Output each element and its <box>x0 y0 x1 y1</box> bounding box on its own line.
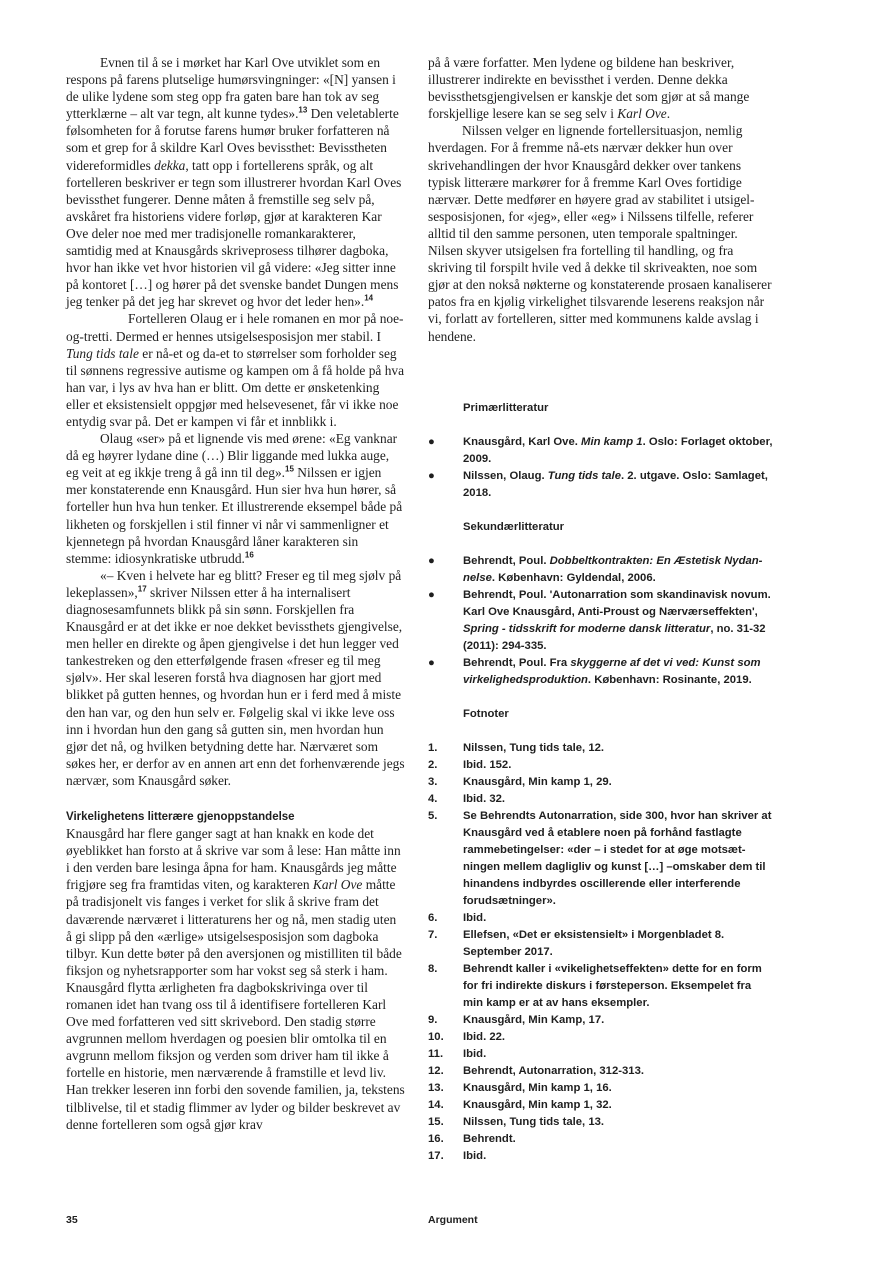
footnote-ref-14[interactable]: 14 <box>364 293 374 303</box>
footnote-number: 13. <box>428 1082 444 1094</box>
paragraph-3: Olaug «ser» på et lignende vis med ørene: «Eg vanknar då eg høyrer lydane dine (…) Blir liggande med lukka auge, eg veit at eg ikkje treng å gå inn til deg».$^{15}$ Nilssen er igjen mer konstaterende enn Knausgård. Hun sier hva hun hører, så forteller hun hva hun tenker. Et illustrerende eksempel både på likheten og forskjellen i stil finner vi når vi sammenligner et kjennetegn på hvordan Knausgård låner karakteren sin stemme: idiosynkratiske utbrudd.$^{16}$ <box>66 431 403 566</box>
footnote-item <box>428 1012 773 1029</box>
footnote-text: Ellefsen, «Det er eksistensielt» i Morgenbladet 8. September 2017. <box>463 929 725 958</box>
footnote-number: 5. <box>428 810 438 822</box>
list-item: ● Behrendt, Poul. Fra skyggerne af det vi ved: Kunst som virkelighedsproduktion. København: Rosinante, 2019. <box>428 657 761 686</box>
footnote-number: 2. <box>428 759 438 771</box>
footnote-item <box>428 1046 773 1063</box>
footnote-item <box>428 808 773 910</box>
footnote-item <box>428 1080 773 1097</box>
left-column <box>66 54 405 1133</box>
footnote-ref-16[interactable]: 16 <box>244 550 254 560</box>
paragraph-4: «– Kven i helvete har eg blitt? Freser eg til meg sjølv på lekeplassen»,$^{17}$ skriver Nilssen etter å ha internalisert diagnosesamfunnets blikk på sin sønn. Forskjellen fra Knausgård er at det ikke er noe dekket bevissthets gjengivelse, men heller en direkte og åpen gjengivelse i det hun legger ved tankestreken og den etterfølgende frasen «freser eg til meg sjølv». Her skal leseren forstå hva diagnosen har gjort med blikket på gutten hennes, og hvordan hun er i ferd med å miste den han var, og den hun selv er. Følgelig skal vi ikke leve oss inn i hvordan hun den gang så gutten sin, men hvordan hun gjør det nå, og hvilken betydning dette har. Nærværet som søkes her, er derfor av en annen art enn det forhenværende jegs nærvær, som Knausgård søker. <box>66 567 405 788</box>
primary-literature-heading: Primærlitteratur <box>463 402 549 414</box>
journal-name: Argument <box>428 1214 478 1226</box>
footnote-ref-13[interactable]: 13 <box>298 105 308 115</box>
footnote-item <box>428 1063 773 1080</box>
footnote-text: Nilssen, Tung tids tale, 13. <box>463 1116 605 1128</box>
paragraph-6: på å være forfatter. Men lydene og bildene han beskriver, illustrerer indirekte en bevissthet i verden. Denne dekka bevissthetsgjengivelsen er kanskje det som gjør at så mange forskjellige lesere kan se seg selv i Karl Ove. <box>428 55 750 122</box>
footnote-number: 14. <box>428 1099 444 1111</box>
footnote-text: Knausgård, Min kamp 1, 16. <box>463 1082 612 1094</box>
section-heading: Virkelighetens litterære gjenoppstandelse <box>66 811 295 824</box>
footnote-ref-15[interactable]: 15 <box>285 464 294 474</box>
footnote-item <box>428 1029 773 1046</box>
footnote-text: Behrendt. <box>463 1133 516 1145</box>
footnote-number: 11. <box>428 1048 444 1060</box>
footnote-text: Knausgård, Min Kamp, 17. <box>463 1014 605 1026</box>
footnote-item <box>428 910 773 927</box>
bullet-icon: ● <box>428 555 435 567</box>
footnote-number: 4. <box>428 793 438 805</box>
list-item: ● Behrendt, Poul. Dobbeltkontrakten: En Æstetisk Nydannelse. København: Gyldendal, 2006. <box>428 555 763 584</box>
list-item: ● Behrendt, Poul. 'Autonarration som skandinavisk novum. Karl Ove Knausgård, Anti-Proust og Nærværseffekten', Spring - tidsskrift for moderne dansk litteratur, no. 31-32 (2011): 294-335. <box>428 589 771 652</box>
footnote-text: Ibid. 152. <box>463 759 512 771</box>
footnote-item <box>428 1114 773 1131</box>
footnote-item <box>428 791 773 808</box>
footnote-text: Knausgård, Min kamp 1, 32. <box>463 1099 612 1111</box>
footnote-number: 1. <box>428 742 438 754</box>
footnote-number: 9. <box>428 1014 438 1026</box>
bullet-icon: ● <box>428 589 435 601</box>
footnote-text: Ibid. <box>463 1048 487 1060</box>
right-column <box>428 54 773 345</box>
footnote-text: Ibid. 22. <box>463 1031 506 1043</box>
footnote-text: Behrendt, Autonarration, 312-313. <box>463 1065 644 1077</box>
footnote-ref-17[interactable]: 17 <box>137 584 147 594</box>
page-number: 35 <box>66 1214 78 1226</box>
footnote-item <box>428 740 773 757</box>
footnote-item <box>428 961 773 1012</box>
list-item: ● Nilssen, Olaug. Tung tids tale. 2. utgave. Oslo: Samlaget, 2018. <box>428 470 768 499</box>
footnotes-list <box>428 740 773 1165</box>
paragraph-2: Fortelleren Olaug er i hele romanen en mor på noe-og-tretti. Dermed er hennes utsigelsesposisjon mer stabil. I Tung tids tale er nå-et og da-et to størrelser som forholder seg til sønnens regressive autisme og kampen om å få holde på hva han var, i lys av hva han er blitt. Om dette er ønsketenking eller et eksistensielt oppgjør med helsevesenet, får vi ikke noe entydig svar på. Det er kampen vi får et innblikk i. <box>66 311 405 429</box>
footnote-text: Se Behrendts Autonarration, side 300, hvor han skriver at Knausgård ved å etablere noen på forhånd fastlagte rammebetingelser: «der – i stedet for at øge motsætningen mellem dagligliv og kunst […] –omskaber dem til hinandens indbyrdes oscillerende eller interferende forudsætninger». <box>463 810 772 907</box>
paragraph-5: Knausgård har flere ganger sagt at han knakk en kode det øyeblikket han forsto at å skrive var som å lese: Han måtte inn i den verden bare lesinga åpna for ham. Knausgårds jeg måtte frigjøre seg fra framtidas viten, og karakteren Karl Ove måtte på tradisjonelt vis fanges i verket for slik å skrive fram det daværende nærværet i litteraturens her og nå, men stadig uten å gi slipp på den «ærlige» utsigelsesposisjon som dagboka tilbyr. Kun dette bøter på den aversjonen og mistilliten til både fiksjon og nyhetsrapporter som har vokst seg så sterk i ham. Knausgård flytta ærligheten fra dagbokskrivinga over til romanen idet han tvang oss til å identifisere fortelleren Karl Ove med forfatteren ved sitt skrivebord. Den stadig større avgrunnen mellom hverdagen og poesien blir omtolka til en avgrunn mellom fiksjon og verden som driver ham til ikke å fortelle en historie, men nærværende å framstille et levd liv. Han trekker leseren inn forbi den sovende familien, ja, tekstens tilblivelse, til et stadig flimmer av lyder og bilder beskrevet av denne fortelleren som også gjør krav <box>66 826 405 1132</box>
footnote-item <box>428 1131 773 1148</box>
footnote-number: 6. <box>428 912 438 924</box>
footnote-text: Ibid. <box>463 912 487 924</box>
footnote-item <box>428 1148 773 1165</box>
bullet-icon: ● <box>428 657 435 669</box>
paragraph-7: Nilssen velger en lignende fortellersituasjon, nemlig hverdagen. For å fremme nå-ets nærvær dekker hun over skrivehandlingen der hvor Knausgård dekker over tankens typisk litterære markører for å fremme Karl Oves fortidige nærvær. Dette medfører en høyere grad av stabilitet i utsigelsesposisjonen, for «jeg», eller «eg» i Nilssens tilfelle, referer alltid til den samme personen, uten temporale spaltninger. Nilsen skyver utsigelsen fra fortelling til handling, og fra skriving til forspilt hvile ved å dekke til skriveakten, noe som gjør at den nokså nøkterne og konstaterende prosaen kanaliserer patos fra en kjølig virkelighet tilsvarende leserens reaksjon når vi, forlatt av fortelleren, sitter med kommunens kalde avslag i hendene. <box>428 123 772 344</box>
footnote-text: Knausgård, Min kamp 1, 29. <box>463 776 612 788</box>
footnote-number: 10. <box>428 1031 444 1043</box>
paragraph-1: Evnen til å se i mørket har Karl Ove utviklet som en respons på farens plutselige humørsvingninger: «[N] yansen i de ulike lydene som steg opp fra gaten bare han tok av seg ytterklærne – alt var tegn, alt kunne tydes».$^{13}$ Den veletablerte følsomheten for å forutse farens humør bruker forfatteren nå som et grep for å skildre Karl Oves bevissthet: Bevisstheten videreformidles dekka, tatt opp i fortellerens språk, og alt fortelleren beskriver er tegn som illustrerer hvordan Karl Oves bevissthet fungerer. Denne måten å fremstille seg selv på, avskåret fra historiens videre forløp, gjør at karakteren Kar Ove deler noe med mer tradisjonelle romankarakterer, samtidig med at Knausgårds skriveprosess tilhører dagboka, hvor han ikke vet hvor historien vil gå videre: «Jeg sitter inne på kontoret […] og hører på det svenske bandet Dungen mens jeg tenker på det jeg har skrevet og hvor det leder hen».$^{14}$ <box>66 55 402 310</box>
references-section <box>428 400 773 1165</box>
footnote-item <box>428 927 773 961</box>
bullet-icon: ● <box>428 436 435 448</box>
footnote-item <box>428 1097 773 1114</box>
footnote-number: 8. <box>428 963 438 975</box>
footnote-number: 17. <box>428 1150 444 1162</box>
bullet-icon: ● <box>428 470 435 482</box>
footnote-text: Ibid. <box>463 1150 487 1162</box>
footnote-number: 3. <box>428 776 438 788</box>
footnote-number: 12. <box>428 1065 444 1077</box>
footnotes-heading: Fotnoter <box>463 708 509 720</box>
footnote-item <box>428 757 773 774</box>
secondary-literature-heading: Sekundærlitteratur <box>463 521 565 533</box>
list-item: ● Knausgård, Karl Ove. Min kamp 1. Oslo: Forlaget oktober, 2009. <box>428 436 773 465</box>
footnote-text: Behrendt kaller i «vikelighetseffekten» dette for en form for fri indirekte diskurs i førsteperson. Eksempelet fra min kamp er at av hans eksempler. <box>463 963 762 1009</box>
footnote-item <box>428 774 773 791</box>
footnote-number: 7. <box>428 929 438 941</box>
primary-literature-list <box>428 434 773 502</box>
footnote-number: 15. <box>428 1116 444 1128</box>
secondary-literature-list <box>428 553 773 689</box>
footnote-text: Nilssen, Tung tids tale, 12. <box>463 742 605 754</box>
footnote-text: Ibid. 32. <box>463 793 506 805</box>
footnote-number: 16. <box>428 1133 444 1145</box>
